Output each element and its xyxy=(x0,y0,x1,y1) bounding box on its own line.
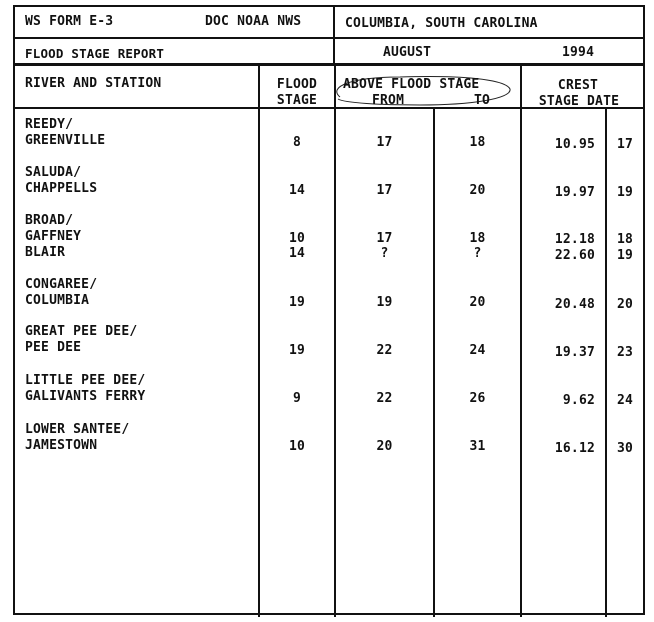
from-value: 17 xyxy=(376,183,393,198)
crest-stage-value: 20.48 xyxy=(554,297,595,312)
crest-stage-value: 16.12 xyxy=(554,441,595,456)
flood-stage-value: 14 xyxy=(288,183,306,198)
location: COLUMBIA, SOUTH CAROLINA xyxy=(345,16,538,31)
from-value: 17 xyxy=(376,135,393,150)
river-name: LITTLE PEE DEE/ xyxy=(25,373,146,388)
header-river-station: RIVER AND STATION xyxy=(25,76,162,91)
from-value: 22 xyxy=(376,343,393,358)
report-year: 1994 xyxy=(562,45,595,60)
to-value: 26 xyxy=(469,391,486,406)
from-value: 19 xyxy=(376,295,393,310)
station-name: JAMESTOWN xyxy=(25,438,98,453)
flood-stage-value: 10 xyxy=(288,439,306,454)
form-id: WS FORM E-3 xyxy=(25,14,114,29)
crest-stage-value: 12.18 xyxy=(554,232,595,247)
header-flood-stage-1: FLOOD xyxy=(276,77,318,92)
flood-stage-value: 19 xyxy=(288,343,306,358)
crest-stage-value: 22.60 xyxy=(554,248,595,263)
crest-date-value: 19 xyxy=(616,185,634,200)
flood-stage-value: 10 xyxy=(288,231,306,246)
col-divider-5 xyxy=(605,107,607,617)
flood-stage-value: 9 xyxy=(292,391,302,406)
river-name: SALUDA/ xyxy=(25,165,82,180)
station-name: BLAIR xyxy=(25,245,66,260)
station-name: CHAPPELLS xyxy=(25,181,98,196)
to-value: 24 xyxy=(469,343,486,358)
station-name: GREENVILLE xyxy=(25,133,106,148)
crest-stage-value: 19.97 xyxy=(554,185,595,200)
crest-stage-value: 19.37 xyxy=(554,345,595,360)
river-name: BROAD/ xyxy=(25,213,74,228)
crest-date-value: 20 xyxy=(616,297,634,312)
from-value: ? xyxy=(380,246,389,261)
from-value: 22 xyxy=(376,391,393,406)
header-to: TO xyxy=(474,93,491,108)
flood-stage-value: 14 xyxy=(288,246,306,261)
station-name: GALIVANTS FERRY xyxy=(25,389,146,404)
to-value: 18 xyxy=(469,135,486,150)
river-name: GREAT PEE DEE/ xyxy=(25,324,138,339)
river-name: LOWER SANTEE/ xyxy=(25,422,130,437)
station-name: GAFFNEY xyxy=(25,229,82,244)
river-name: REEDY/ xyxy=(25,117,74,132)
crest-date-value: 30 xyxy=(616,441,634,456)
header-above-flood-stage: ABOVE FLOOD STAGE xyxy=(343,77,480,92)
to-value: ? xyxy=(473,246,482,261)
from-value: 20 xyxy=(376,439,393,454)
to-value: 20 xyxy=(469,183,486,198)
to-value: 31 xyxy=(469,439,486,454)
agency: DOC NOAA NWS xyxy=(205,14,302,29)
from-value: 17 xyxy=(376,231,393,246)
header-flood-stage-2: STAGE xyxy=(276,93,318,108)
crest-date-value: 24 xyxy=(616,393,634,408)
flood-stage-value: 19 xyxy=(288,295,306,310)
station-name: COLUMBIA xyxy=(25,293,90,308)
river-name: CONGAREE/ xyxy=(25,277,98,292)
crest-date-value: 19 xyxy=(616,248,634,263)
crest-stage-value: 9.62 xyxy=(562,393,595,408)
header-crest-1: CREST xyxy=(557,78,599,93)
header-rule-top xyxy=(15,37,643,39)
header-crest-2: STAGE DATE xyxy=(538,94,620,109)
crest-date-value: 18 xyxy=(616,232,634,247)
crest-date-value: 17 xyxy=(616,137,634,152)
report-month: AUGUST xyxy=(383,45,432,60)
report-title: FLOOD STAGE REPORT xyxy=(25,46,165,61)
flood-stage-value: 8 xyxy=(292,135,302,150)
to-value: 20 xyxy=(469,295,486,310)
crest-stage-value: 10.95 xyxy=(554,137,595,152)
crest-date-value: 23 xyxy=(616,345,634,360)
flood-stage-form xyxy=(13,5,645,615)
header-rule-bottom xyxy=(15,63,643,66)
header-divider xyxy=(333,7,335,64)
to-value: 18 xyxy=(469,231,486,246)
header-from: FROM xyxy=(372,93,405,108)
station-name: PEE DEE xyxy=(25,340,82,355)
